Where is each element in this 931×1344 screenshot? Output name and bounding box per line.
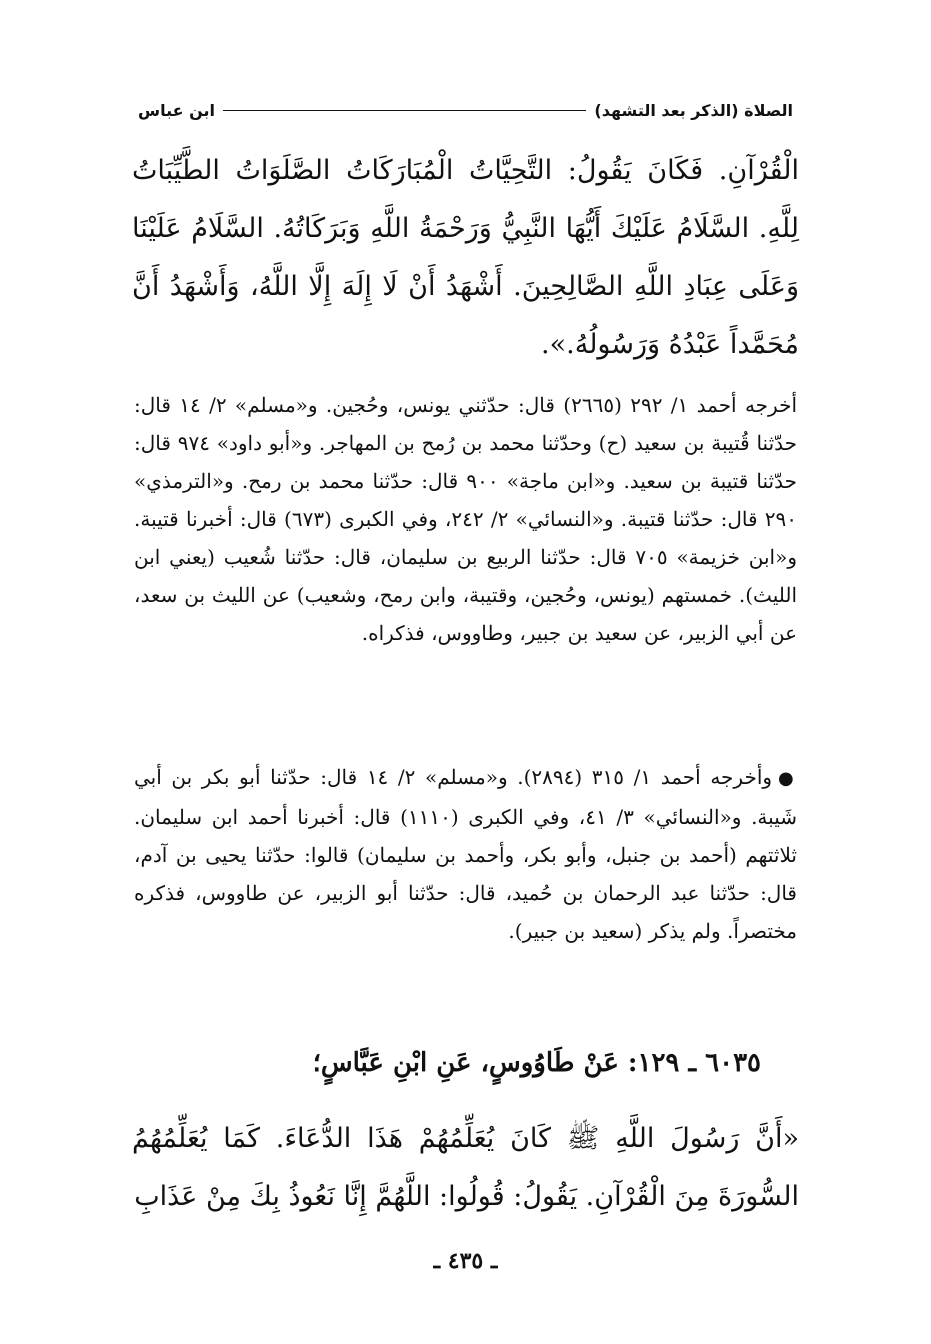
hadith-paragraph: الْقُرْآنِ. فَكَانَ يَقُولُ: التَّحِيَّاتُ الْمُبَارَكَاتُ الصَّلَوَاتُ الطَّيِّبَاتُ لِلَّهِ. السَّلَامُ عَلَيْكَ أَيُّهَا النَّبِيُّ وَرَحْمَةُ اللَّهِ وَبَرَكَاتُهُ. السَّلَامُ عَلَيْنَا وَعَلَى عِبَادِ اللَّهِ الصَّالِحِينَ. أَشْهَدُ أَنْ لَا إِلَهَ إِلَّا اللَّهُ، وَأَشْهَدُ أَنَّ مُحَمَّداً عَبْدُهُ وَرَسُولُهُ.». bbox=[132, 155, 799, 360]
takhrij-paragraph-2 bbox=[134, 758, 797, 950]
hadith-text-top bbox=[132, 142, 799, 374]
chapter-title: الصلاة (الذكر بعد التشهد) bbox=[594, 100, 793, 120]
narrator-name: ابن عباس bbox=[138, 100, 216, 120]
bullet-icon: ● bbox=[778, 768, 798, 789]
running-header bbox=[138, 98, 793, 122]
takhrij-block-1 bbox=[134, 386, 797, 652]
takhrij-text-2: وأخرجه أحمد ١/ ٣١٥ (٢٨٩٤). و«مسلم» ٢/ ١٤ قال: حدّثنا أبو بكر بن أبي شَيبة. و«النسائي» ٣/ ٤١، وفي الكبرى (١١١٠) قال: أخبرنا أحمد ابن سليمان. ثلاثتهم (أحمد بن جنبل، وأبو بكر، وأحمد بن سليمان) قالوا: حدّثنا يحيى بن آدم، قال: حدّثنا عبد الرحمان بن حُميد، قال: حدّثنا أبو الزبير، عن طاووس، فذكره مختصراً. ولم يذكر (سعيد بن جبير). bbox=[134, 765, 798, 943]
hadith-paragraph-bottom: «أَنَّ رَسُولَ اللَّهِ ﷺ كَانَ يُعَلِّمُهُمْ هَذَا الدُّعَاءَ. كَمَا يُعَلِّمُهُمُ السُّورَةَ مِنَ الْقُرْآنِ. يَقُولُ: قُولُوا: اللَّهُمَّ إِنَّا نَعُوذُ بِكَ مِنْ عَذَابِ bbox=[132, 1123, 799, 1212]
header-rule bbox=[223, 110, 586, 111]
page-number: ـ ٤٣٥ ـ bbox=[433, 1248, 498, 1274]
takhrij-block-2 bbox=[134, 758, 797, 950]
hadith-heading: ٦٠٣٥ ـ ١٢٩: عَنْ طَاوُوسٍ، عَنِ ابْنِ عَبَّاسٍ؛ bbox=[312, 1048, 761, 1078]
takhrij-paragraph: أخرجه أحمد ١/ ٢٩٢ (٢٦٦٥) قال: حدّثني يونس، وحُجين. و«مسلم» ٢/ ١٤ قال: حدّثنا قُتيبة بن سعيد (ح) وحدّثنا محمد بن رُمح بن المهاجر. و«أبو داود» ٩٧٤ قال: حدّثنا قتيبة بن سعيد. و«ابن ماجة» ٩٠٠ قال: حدّثنا محمد بن رمح. و«الترمذي» ٢٩٠ قال: حدّثنا قتيبة. و«النسائي» ٢/ ٢٤٢، وفي الكبرى (٦٧٣) قال: أخبرنا قتيبة. و«ابن خزيمة» ٧٠٥ قال: حدّثنا الربيع بن سليمان، قال: حدّثنا شُعيب (يعني ابن الليث). خمستهم (يونس، وحُجين، وقتيبة، وابن رمح، وشعيب) عن الليث بن سعد، عن أبي الزبير، عن سعيد بن جبير، وطاووس، فذكراه. bbox=[134, 393, 798, 645]
hadith-text-bottom bbox=[132, 1110, 799, 1226]
